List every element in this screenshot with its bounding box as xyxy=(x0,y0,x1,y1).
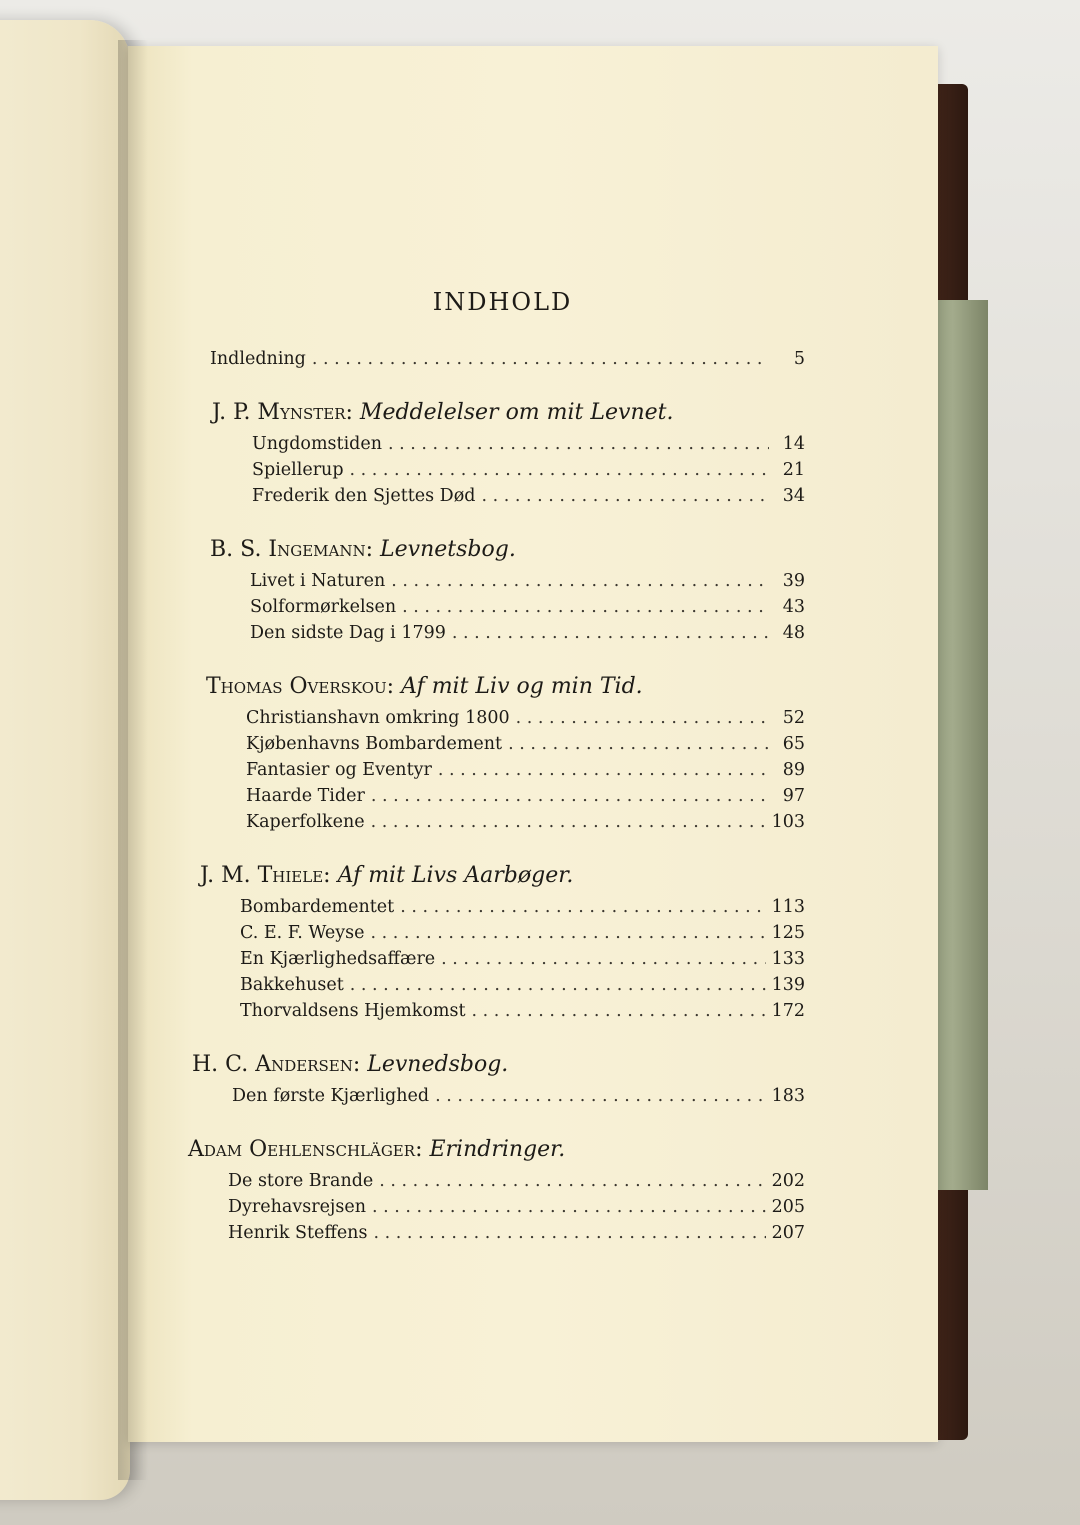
section-heading xyxy=(200,863,805,888)
toc-entry xyxy=(240,998,805,1024)
leader-dots xyxy=(452,620,769,646)
toc-entry-page: 52 xyxy=(782,708,805,728)
section-author: Adam Oehlenschläger xyxy=(188,1137,416,1162)
toc-entry-page: 133 xyxy=(771,949,805,969)
section-author: J. P. Mynster xyxy=(212,400,346,425)
toc-intro-label: Indledning xyxy=(210,349,306,369)
toc-entry-page: 125 xyxy=(771,923,805,943)
leader-dots xyxy=(438,757,769,783)
author-separator: : xyxy=(365,537,381,562)
toc-entry-label: Henrik Steffens xyxy=(228,1223,368,1243)
toc-entry xyxy=(246,757,805,783)
toc-entry-page: 183 xyxy=(771,1086,805,1106)
toc-entry-label: Kjøbenhavns Bombardement xyxy=(246,734,503,754)
toc-entry-label: De store Brande xyxy=(228,1171,374,1191)
leader-dots xyxy=(391,568,769,594)
leader-dots xyxy=(472,998,766,1024)
toc-entry-label: Thorvaldsens Hjemkomst xyxy=(240,1001,466,1021)
toc-entry xyxy=(232,1083,805,1109)
leader-dots xyxy=(388,431,769,457)
section-heading xyxy=(188,1137,805,1162)
toc-entry xyxy=(240,920,805,946)
toc-entry-label: En Kjærlighedsaffære xyxy=(240,949,436,969)
section-work-title: Meddelelser om mit Levnet. xyxy=(359,400,674,425)
author-separator: : xyxy=(345,400,360,425)
toc-entry-page: 207 xyxy=(771,1223,805,1243)
toc-entry-label: Christianshavn omkring 1800 xyxy=(246,708,510,728)
toc-entry-label: Spiellerup xyxy=(252,460,344,480)
toc-entry-page: 14 xyxy=(782,434,805,454)
toc-entry-page: 21 xyxy=(782,460,805,480)
toc-entry-page: 43 xyxy=(782,597,805,617)
toc-entry-page: 39 xyxy=(782,571,805,591)
section-work-title: Erindringer. xyxy=(429,1137,566,1162)
section-work-title: Levnedsbog. xyxy=(367,1052,509,1077)
toc-entry-label: Solformørkelsen xyxy=(250,597,397,617)
leader-dots xyxy=(373,1220,765,1246)
author-separator: : xyxy=(386,674,402,699)
toc-entry xyxy=(246,809,805,835)
toc-entry-page: 89 xyxy=(782,760,805,780)
toc-entry-label: Livet i Naturen xyxy=(250,571,386,591)
leader-dots xyxy=(508,731,769,757)
toc-section xyxy=(192,1052,805,1109)
toc-entry xyxy=(228,1220,805,1246)
toc-entry-label: Frederik den Sjettes Død xyxy=(252,486,476,506)
leader-dots xyxy=(370,920,765,946)
section-heading xyxy=(192,1052,805,1077)
section-author: J. M. Thiele xyxy=(200,863,324,888)
toc-entry xyxy=(240,972,805,998)
toc-entry xyxy=(240,894,805,920)
toc-entry xyxy=(250,620,805,646)
section-entries xyxy=(240,894,805,1024)
toc-entry xyxy=(252,457,805,483)
toc-sections xyxy=(190,400,805,1246)
author-separator: : xyxy=(415,1137,430,1162)
toc-entry xyxy=(246,783,805,809)
leader-dots xyxy=(372,1194,766,1220)
toc-entry xyxy=(252,431,805,457)
toc-entry xyxy=(246,705,805,731)
toc-entry-page: 202 xyxy=(771,1171,805,1191)
toc-entry-label: Fantasier og Eventyr xyxy=(246,760,432,780)
toc-entry-label: Haarde Tider xyxy=(246,786,365,806)
toc-section xyxy=(210,537,805,646)
toc-entry-label: Den sidste Dag i 1799 xyxy=(250,623,446,643)
toc-title: INDHOLD xyxy=(432,288,573,316)
section-entries xyxy=(252,431,805,509)
leader-dots xyxy=(481,483,769,509)
section-author: Thomas Overskou xyxy=(206,674,387,699)
toc-entry-label: Den første Kjærlighed xyxy=(232,1086,430,1106)
toc-entry xyxy=(240,946,805,972)
leader-dots xyxy=(516,705,769,731)
table-of-contents xyxy=(190,288,805,1246)
toc-entry-page: 139 xyxy=(771,975,805,995)
toc-entry-page: 205 xyxy=(771,1197,805,1217)
toc-entry xyxy=(246,731,805,757)
toc-entry-label: Bakkehuset xyxy=(240,975,344,995)
section-work-title: Af mit Liv og min Tid. xyxy=(401,674,643,699)
toc-section xyxy=(206,674,805,835)
section-entries xyxy=(246,705,805,835)
toc-entry-page: 103 xyxy=(771,812,805,832)
leader-dots xyxy=(441,946,765,972)
toc-entry-page: 34 xyxy=(782,486,805,506)
toc-entry-label: Bombardementet xyxy=(240,897,395,917)
leader-dots xyxy=(350,972,766,998)
leader-dots xyxy=(402,594,769,620)
leader-dots xyxy=(400,894,765,920)
section-work-title: Af mit Livs Aarbøger. xyxy=(337,863,574,888)
toc-entry-label: Kaperfolkene xyxy=(246,812,365,832)
toc-section xyxy=(200,863,805,1024)
toc-entry-label: C. E. F. Weyse xyxy=(240,923,365,943)
section-entries xyxy=(232,1083,805,1109)
toc-entry-page: 113 xyxy=(771,897,805,917)
toc-section xyxy=(188,1137,805,1246)
leader-dots xyxy=(371,783,769,809)
toc-intro-page: 5 xyxy=(793,349,805,369)
toc-entry-page: 65 xyxy=(782,734,805,754)
section-entries xyxy=(250,568,805,646)
toc-entry-label: Dyrehavsrejsen xyxy=(228,1197,366,1217)
section-author: B. S. Ingemann xyxy=(210,537,366,562)
section-heading xyxy=(212,400,805,425)
section-author: H. C. Andersen xyxy=(192,1052,353,1077)
toc-section xyxy=(212,400,805,509)
section-entries xyxy=(228,1168,805,1246)
section-heading xyxy=(206,674,805,699)
toc-entry xyxy=(252,483,805,509)
toc-entry xyxy=(250,568,805,594)
leader-dots xyxy=(350,457,769,483)
toc-intro-row xyxy=(210,346,805,372)
leader-dots xyxy=(379,1168,765,1194)
toc-entry-page: 48 xyxy=(782,623,805,643)
author-separator: : xyxy=(323,863,338,888)
toc-entry-label: Ungdomstiden xyxy=(252,434,382,454)
leader-dots xyxy=(371,809,766,835)
section-work-title: Levnetsbog. xyxy=(380,537,516,562)
spine-shadow xyxy=(118,40,148,1480)
left-page xyxy=(0,20,130,1500)
section-heading xyxy=(210,537,805,562)
toc-entry xyxy=(228,1168,805,1194)
toc-entry-page: 172 xyxy=(771,1001,805,1021)
toc-entry xyxy=(228,1194,805,1220)
author-separator: : xyxy=(352,1052,368,1077)
leader-dots xyxy=(435,1083,766,1109)
leader-dots xyxy=(312,346,769,372)
toc-entry-page: 97 xyxy=(782,786,805,806)
toc-entry xyxy=(250,594,805,620)
